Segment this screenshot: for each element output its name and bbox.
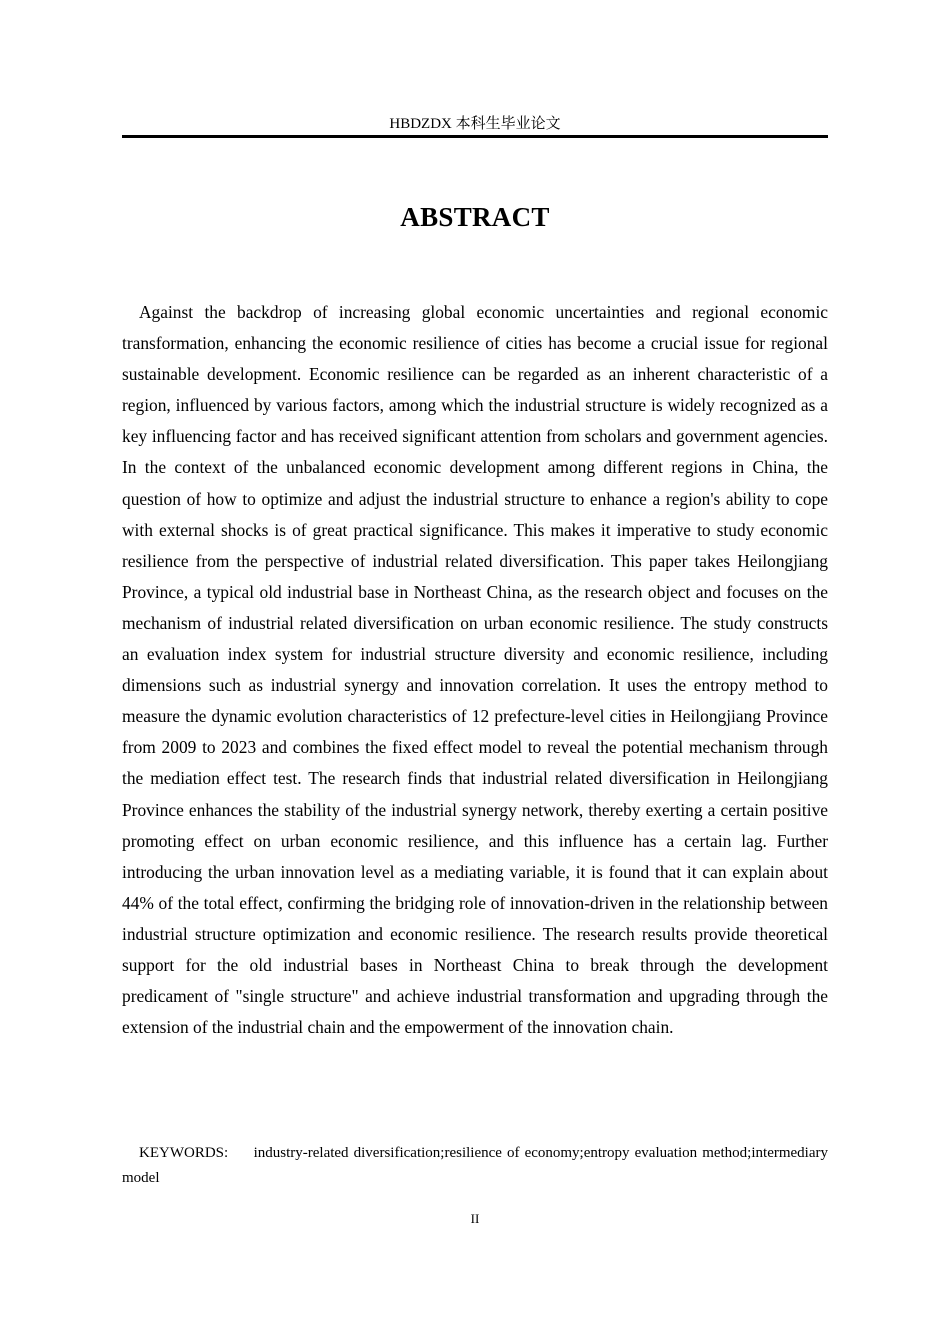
running-header: HBDZDX 本科生毕业论文 xyxy=(389,116,561,132)
header-rule xyxy=(122,135,828,138)
keywords-line xyxy=(122,1141,828,1191)
abstract-body: Against the backdrop of increasing global economic uncertainties and regional economic transformation, enhancing the economic resilience of cities has become a crucial issue for regional sustainable development. Economic resilience can be regarded as an inherent characteristic of a region, influenced by various factors, among which the industrial structure is widely recognized as a key influencing factor and has received significant attention from scholars and government agencies. In the context of the unbalanced economic development among different regions in China, the question of how to optimize and adjust the industrial structure to enhance a region's ability to cope with external shocks is of great practical significance. This makes it imperative to study economic resilience from the perspective of industrial related diversification. This paper takes Heilongjiang Province, a typical old industrial base in Northeast China, as the research object and focuses on the mechanism of industrial related diversification on urban economic resilience. The study constructs an evaluation index system for industrial structure diversity and economic resilience, including dimensions such as industrial synergy and innovation correlation. It uses the entropy method to measure the dynamic evolution characteristics of 12 prefecture-level cities in Heilongjiang Province from 2009 to 2023 and combines the fixed effect model to reveal the potential mechanism through the mediation effect test. The research finds that industrial related diversification in Heilongjiang Province enhances the stability of the industrial synergy network, thereby exerting a certain positive promoting effect on urban economic resilience, and this influence has a certain lag. Further introducing the urban innovation level as a mediating variable, it is found that it can explain about 44% of the total effect, confirming the bridging role of innovation-driven in the relationship between industrial structure optimization and economic resilience. The research results provide theoretical support for the old industrial bases in Northeast China to break through the development predicament of "single structure" and achieve industrial transformation and upgrading through the extension of the industrial chain and the empowerment of the innovation chain. xyxy=(122,302,828,1038)
abstract-title: ABSTRACT xyxy=(400,202,550,232)
keywords-label: KEYWORDS: xyxy=(139,1145,229,1161)
page-number: II xyxy=(470,1211,480,1226)
keywords-text: industry-related diversification;resilience of economy;entropy evaluation method;intermediary model xyxy=(122,1145,828,1186)
